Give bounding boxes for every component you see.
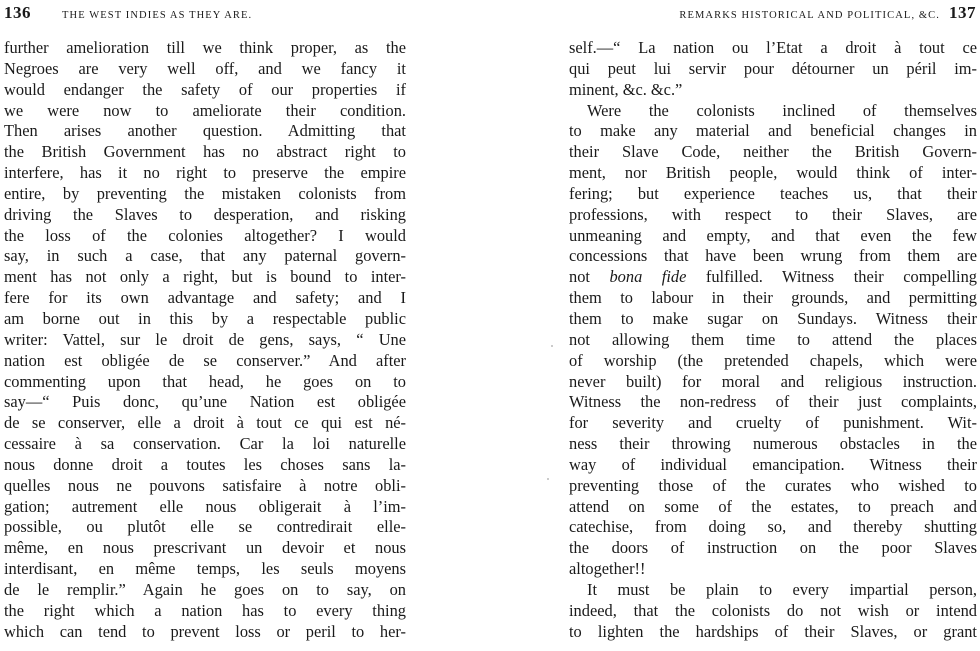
text-line: which can tend to prevent loss or peril to her- <box>4 621 406 641</box>
left-page <box>0 0 412 651</box>
left-body-text <box>4 38 406 642</box>
text-line: the loss of the colonies altogether? I would <box>4 225 406 245</box>
text-line: never built) for moral and religious instruction. <box>569 371 977 391</box>
text-line: minent, &c. &c.” <box>569 79 683 99</box>
text-line: not allowing them time to attend the places <box>569 329 977 349</box>
text-line: qui peut lui servir pour détourner un péril im- <box>569 58 977 78</box>
text-line: we were now to ameliorate their condition. <box>4 100 406 120</box>
text-line: say, in such a case, that any paternal govern- <box>4 246 406 266</box>
text-line: commenting upon that head, he goes on to <box>4 371 406 391</box>
text-line: indeed, that the colonists do not wish or intend <box>569 600 977 620</box>
text-line: them to labour in their grounds, and permitting <box>569 288 977 308</box>
text-line: them to make sugar on Sundays. Witness their <box>569 308 977 328</box>
text-line: Negroes are very well off, and we fancy it <box>4 58 406 78</box>
text-line: self.—“ La nation ou l’Etat a droit à tout ce <box>569 38 977 57</box>
text-line: Witness the non-redress of their just complaints, <box>569 392 977 412</box>
text-line: catechise, from doing so, and thereby shutting <box>569 517 977 537</box>
text-line: further amelioration till we think proper, as the <box>4 38 406 57</box>
left-running-title: THE WEST INDIES AS THEY ARE. <box>62 10 253 21</box>
text-line: nation est obligée de se conserver.” And after <box>4 350 406 370</box>
text-line: am borne out in this by a respectable public <box>4 308 406 328</box>
text-line: attend on some of the estates, to preach and <box>569 496 977 516</box>
right-body-text <box>569 38 977 642</box>
text-line: cessaire à sa conservation. Car la loi naturelle <box>4 434 406 454</box>
text-line-italic-phrase: not bona fide fulfilled. Witness their compelling <box>569 267 977 287</box>
paragraph-start-line: It must be plain to every impartial person, <box>587 579 977 599</box>
right-running-title: REMARKS HISTORICAL AND POLITICAL, &C. <box>679 10 940 21</box>
text-line: possible, ou plutôt elle se contredirait elle- <box>4 517 406 537</box>
text-line: concessions that have been wrung from them are <box>569 246 977 266</box>
text-line: unmeaning and empty, and that even the few <box>569 225 977 245</box>
text-line: the right which a nation has to every thing <box>4 600 406 620</box>
text-line: of worship (the pretended chapels, which were <box>569 350 977 370</box>
text-line: ment has not only a right, but is bound to inter- <box>4 267 406 287</box>
text-line: de se conserver, elle a droit à tout ce qui est né- <box>4 413 406 433</box>
text-line: même, en nous prescrivant un devoir et nous <box>4 538 406 558</box>
text-line: entire, by preventing the mistaken colonists from <box>4 183 406 203</box>
left-running-head <box>0 3 412 25</box>
right-page <box>565 0 980 651</box>
right-page-number: 137 <box>949 3 976 22</box>
text-line: de le remplir.” Again he goes on to say, on <box>4 579 406 599</box>
text-line: nous donne droit a toutes les choses sans la- <box>4 454 406 474</box>
text-line: professions, with respect to their Slaves, are <box>569 204 977 224</box>
text-line: the British Government has no abstract right to <box>4 142 406 162</box>
text-line: gation; autrement elle nous obligerait à l’im- <box>4 496 406 516</box>
text-line: quelles nous ne pouvons satisfaire à notre obli- <box>4 475 406 495</box>
text-line: fering; but experience teaches us, that their <box>569 183 977 203</box>
text-line: altogether!! <box>569 559 646 579</box>
text-line: Then arises another question. Admitting that <box>4 121 406 141</box>
text-line: to lighten the hardships of their Slaves, or grant <box>569 621 977 641</box>
text-line: writer: Vattel, sur le droit de gens, says, “ Une <box>4 329 406 349</box>
italic-phrase: bona fide <box>609 267 687 287</box>
text-line: would endanger the safety of our properties if <box>4 79 406 99</box>
text-line: say—“ Puis donc, qu’une Nation est obligée <box>4 392 406 412</box>
paper-speck <box>551 345 553 347</box>
paragraph-start-line: Were the colonists inclined of themselves <box>587 100 977 120</box>
right-running-head <box>565 3 980 25</box>
text-line: ment, nor British people, would think of inter- <box>569 163 977 183</box>
text-line: the doors of instruction on the poor Slaves <box>569 538 977 558</box>
text-line: driving the Slaves to desperation, and risking <box>4 204 406 224</box>
text-line: to make any material and beneficial changes in <box>569 121 977 141</box>
left-page-number: 136 <box>4 3 31 22</box>
text-line: way of individual emancipation. Witness their <box>569 454 977 474</box>
text-line: ness their throwing numerous obstacles in the <box>569 434 977 454</box>
text-line: for severity and cruelty of punishment. Wit- <box>569 413 977 433</box>
text-line: fere for its own advantage and safety; and I <box>4 288 406 308</box>
text-line: interdisant, en même temps, les seuls moyens <box>4 559 406 579</box>
text-line: preventing those of the curates who wished to <box>569 475 977 495</box>
text-line: interfere, has it no right to preserve the empire <box>4 163 406 183</box>
text-line: their Slave Code, neither the British Govern- <box>569 142 977 162</box>
paper-speck <box>547 478 549 480</box>
